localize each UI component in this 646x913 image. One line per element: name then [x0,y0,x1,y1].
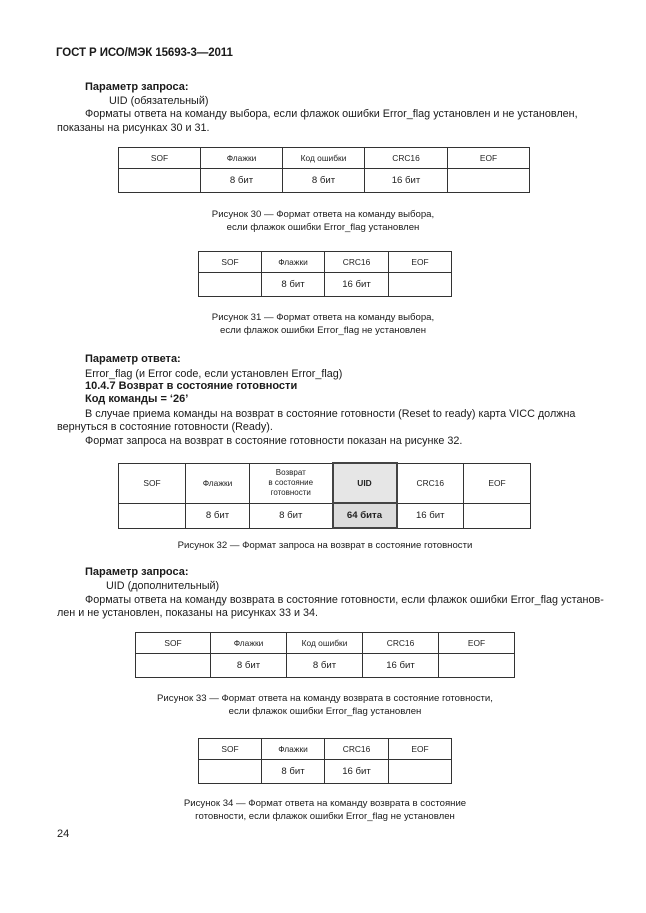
value-cell-crc16: 16 бит [365,169,448,193]
figure-34-caption [0,797,646,823]
header-cell-reset-command [250,463,333,503]
response-parameter-value: Error_flag (и Error code, если установлен Error_flag) [85,368,343,380]
header-cell-crc16: CRC16 [365,148,448,169]
header-line: в состояние [268,478,314,487]
paragraph-line: вернуться в состояние готовности (Ready). [57,421,273,433]
document-header: ГОСТ Р ИСО/МЭК 15693-3—2011 [56,47,233,59]
value-cell-eof [464,503,531,528]
header-cell-flags: Флажки [262,252,325,273]
value-cell-eof [448,169,530,193]
caption-line: Рисунок 31 — Формат ответа на команду выбора, [211,312,435,323]
page-number: 24 [57,828,70,840]
caption-line: Рисунок 33 — Формат ответа на команду возврата в состояние готовности, [157,693,493,704]
header-cell-crc16: CRC16 [397,463,464,503]
header-cell-error-code: Код ошибки [287,633,363,654]
header-cell-crc16: CRC16 [325,739,389,760]
value-cell-flags: 8 бит [201,169,283,193]
figure-30-caption [0,208,646,234]
value-cell-flags: 8 бит [262,760,325,784]
value-cell-crc16: 16 бит [325,760,389,784]
figure-33-table [135,632,515,678]
request-parameter-value: UID (обязательный) [109,95,209,107]
value-cell-sof [119,503,186,528]
caption-line: готовности, если флажок ошибки Error_flag не установлен [195,811,455,822]
value-cell-flags: 8 бит [262,273,325,297]
paragraph-line: Формат запроса на возврат в состояние готовности показан на рисунке 32. [85,435,463,447]
figure-31-caption [0,311,646,337]
header-cell-sof: SOF [199,739,262,760]
paragraph-line: Форматы ответа на команду выбора, если флажок ошибки Error_flag установлен и не установлен, [85,108,578,120]
value-cell-crc16: 16 бит [397,503,464,528]
figure-34-table [198,738,452,784]
value-cell-flags: 8 бит [186,503,250,528]
caption-line: если флажок ошибки Error_flag установлен [226,222,420,233]
value-cell-crc16: 16 бит [363,654,439,678]
header-line: готовности [270,488,311,497]
header-cell-sof: SOF [136,633,211,654]
command-code: Код команды = ‘26’ [85,393,189,405]
value-cell-error-code: 8 бит [283,169,365,193]
header-cell-eof: EOF [464,463,531,503]
caption-line: Рисунок 34 — Формат ответа на команду возврата в состояние [183,798,467,809]
request-parameter-heading: Параметр запроса: [85,81,189,93]
header-cell-flags: Флажки [211,633,287,654]
value-cell-eof [389,273,452,297]
response-parameter-heading: Параметр ответа: [85,353,181,365]
value-cell-uid: 64 бита [333,503,397,528]
value-cell-sof [119,169,201,193]
value-cell-sof [199,760,262,784]
header-cell-crc16: CRC16 [325,252,389,273]
value-cell-eof [389,760,452,784]
header-cell-flags: Флажки [262,739,325,760]
header-cell-uid: UID [333,463,397,503]
header-line: Возврат [275,468,306,477]
figure-32-caption: Рисунок 32 — Формат запроса на возврат в состояние готовности [177,540,473,551]
request-parameter-value: UID (дополнительный) [106,580,220,592]
caption-line: если флажок ошибки Error_flag не установлен [219,325,427,336]
figure-33-caption [0,692,646,718]
header-cell-sof: SOF [199,252,262,273]
header-cell-flags: Флажки [186,463,250,503]
paragraph-line: показаны на рисунках 30 и 31. [57,122,210,134]
value-cell-error-code: 8 бит [287,654,363,678]
header-cell-eof: EOF [439,633,515,654]
header-cell-error-code: Код ошибки [283,148,365,169]
value-cell-flags: 8 бит [211,654,287,678]
header-cell-sof: SOF [119,463,186,503]
header-cell-eof: EOF [448,148,530,169]
header-cell-eof: EOF [389,252,452,273]
paragraph-line: В случае приема команды на возврат в состояние готовности (Reset to ready) карта VICC должна [85,408,576,420]
caption-line: если флажок ошибки Error_flag установлен [228,706,422,717]
figure-31-table [198,251,452,297]
value-cell-sof [199,273,262,297]
value-cell-sof [136,654,211,678]
value-cell-eof [439,654,515,678]
header-cell-eof: EOF [389,739,452,760]
value-cell-crc16: 16 бит [325,273,389,297]
paragraph-line: лен и не установлен, показаны на рисунках 33 и 34. [57,607,319,619]
value-cell-reset-command: 8 бит [250,503,333,528]
header-cell-flags: Флажки [201,148,283,169]
caption-line: Рисунок 30 — Формат ответа на команду выбора, [211,209,435,220]
header-cell-crc16: CRC16 [363,633,439,654]
paragraph-line: Форматы ответа на команду возврата в состояние готовности, если флажок ошибки Error_flag установ- [85,594,604,606]
request-parameter-heading: Параметр запроса: [85,566,189,578]
figure-30-table [118,147,530,193]
subsection-title: 10.4.7 Возврат в состояние готовности [85,380,298,392]
figure-32-table [118,462,531,529]
header-cell-sof: SOF [119,148,201,169]
